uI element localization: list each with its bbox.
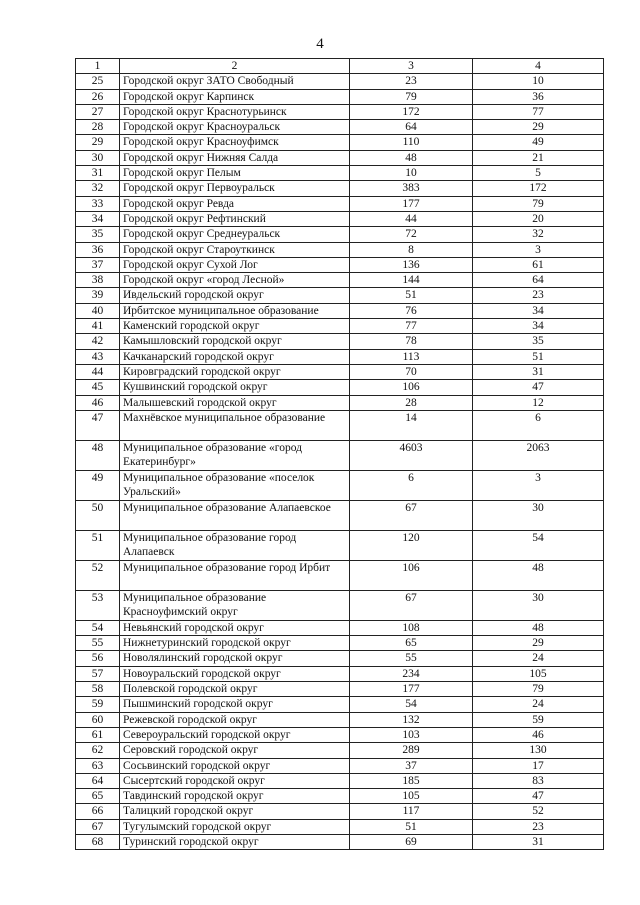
table-row [76,712,604,727]
table-row [76,364,604,379]
table-row [76,334,604,349]
row-value-4: 3 [473,470,604,500]
row-name: Городской округ Первоуральск [120,181,350,196]
row-value-4: 24 [473,651,604,666]
row-name: Городской округ Нижняя Салда [120,150,350,165]
row-name: Махнёвское муниципальное образование [120,410,350,440]
row-value-3: 51 [350,819,473,834]
row-name: Муниципальное образование «город Екатеринбург» [120,440,350,470]
row-value-3: 105 [350,789,473,804]
row-value-3: 172 [350,104,473,119]
row-number: 52 [76,560,120,590]
row-value-3: 64 [350,120,473,135]
table-row [76,651,604,666]
row-name: Каменский городской округ [120,319,350,334]
table-row [76,410,604,440]
table-row [76,181,604,196]
row-value-3: 72 [350,227,473,242]
row-value-3: 177 [350,682,473,697]
table-header-row [76,59,604,74]
table-row [76,697,604,712]
table-row [76,150,604,165]
row-name: Камышловский городской округ [120,334,350,349]
row-name: Сосьвинский городской округ [120,758,350,773]
row-number: 25 [76,74,120,89]
row-value-3: 289 [350,743,473,758]
row-name: Городской округ Рефтинский [120,211,350,226]
row-value-4: 36 [473,89,604,104]
row-value-4: 21 [473,150,604,165]
row-value-3: 6 [350,470,473,500]
row-value-3: 67 [350,500,473,530]
table-row [76,166,604,181]
row-name: Муниципальное образование Алапаевское [120,500,350,530]
row-name: Новолялинский городской округ [120,651,350,666]
row-number: 26 [76,89,120,104]
table-row [76,530,604,560]
row-number: 50 [76,500,120,530]
table-row [76,273,604,288]
table-row [76,804,604,819]
row-name: Новоуральский городской округ [120,666,350,681]
table-row [76,470,604,500]
row-name: Городской округ Староуткинск [120,242,350,257]
row-name: Малышевский городской округ [120,395,350,410]
header-col-3: 3 [350,59,473,74]
row-name: Ирбитское муниципальное образование [120,303,350,318]
table-row [76,242,604,257]
row-value-3: 23 [350,74,473,89]
row-name: Кушвинский городской округ [120,380,350,395]
row-name: Городской округ Ревда [120,196,350,211]
row-value-3: 106 [350,560,473,590]
row-value-4: 49 [473,135,604,150]
row-name: Качканарский городской округ [120,349,350,364]
table-row [76,789,604,804]
row-value-3: 144 [350,273,473,288]
row-value-4: 105 [473,666,604,681]
row-value-3: 79 [350,89,473,104]
table-row [76,620,604,635]
header-col-4: 4 [473,59,604,74]
row-value-3: 132 [350,712,473,727]
row-name: Туринский городской округ [120,834,350,849]
row-number: 29 [76,135,120,150]
row-value-4: 17 [473,758,604,773]
row-number: 30 [76,150,120,165]
row-value-3: 54 [350,697,473,712]
row-number: 32 [76,181,120,196]
row-number: 58 [76,682,120,697]
table-row [76,636,604,651]
row-value-3: 55 [350,651,473,666]
row-name: Муниципальное образование Красноуфимский округ [120,590,350,620]
row-name: Городской округ ЗАТО Свободный [120,74,350,89]
table-row [76,380,604,395]
table-row [76,104,604,119]
row-number: 54 [76,620,120,635]
row-number: 27 [76,104,120,119]
table-row [76,682,604,697]
row-name: Кировградский городской округ [120,364,350,379]
table-row [76,819,604,834]
row-name: Муниципальное образование город Алапаевск [120,530,350,560]
table-row [76,211,604,226]
header-col-2: 2 [120,59,350,74]
row-number: 64 [76,773,120,788]
row-number: 34 [76,211,120,226]
row-value-4: 48 [473,620,604,635]
row-value-4: 79 [473,196,604,211]
row-value-4: 3 [473,242,604,257]
row-value-4: 172 [473,181,604,196]
row-number: 53 [76,590,120,620]
row-name: Городской округ «город Лесной» [120,273,350,288]
data-table [75,58,604,850]
row-name: Муниципальное образование «поселок Уральский» [120,470,350,500]
row-value-4: 130 [473,743,604,758]
row-value-4: 20 [473,211,604,226]
row-value-4: 61 [473,257,604,272]
row-name: Муниципальное образование город Ирбит [120,560,350,590]
row-number: 48 [76,440,120,470]
row-value-4: 54 [473,530,604,560]
row-value-4: 47 [473,789,604,804]
row-number: 45 [76,380,120,395]
row-value-3: 8 [350,242,473,257]
row-name: Невьянский городской округ [120,620,350,635]
row-value-4: 5 [473,166,604,181]
row-value-3: 120 [350,530,473,560]
row-number: 42 [76,334,120,349]
row-value-3: 37 [350,758,473,773]
row-name: Городской округ Красноуральск [120,120,350,135]
row-number: 36 [76,242,120,257]
row-value-3: 4603 [350,440,473,470]
row-number: 61 [76,727,120,742]
row-number: 51 [76,530,120,560]
table-row [76,135,604,150]
row-value-4: 10 [473,74,604,89]
row-value-4: 34 [473,319,604,334]
table-row [76,590,604,620]
row-value-4: 31 [473,834,604,849]
row-value-3: 108 [350,620,473,635]
row-name: Городской округ Среднеуральск [120,227,350,242]
table-row [76,227,604,242]
row-value-3: 383 [350,181,473,196]
row-name: Североуральский городской округ [120,727,350,742]
row-number: 33 [76,196,120,211]
row-value-3: 28 [350,395,473,410]
row-value-4: 32 [473,227,604,242]
row-name: Сысертский городской округ [120,773,350,788]
row-number: 63 [76,758,120,773]
page-number: 4 [316,36,324,52]
table-row [76,349,604,364]
table-row [76,560,604,590]
row-name: Полевской городской округ [120,682,350,697]
row-value-4: 79 [473,682,604,697]
table-row [76,440,604,470]
header-col-1: 1 [76,59,120,74]
row-value-3: 117 [350,804,473,819]
table-row [76,834,604,849]
row-number: 62 [76,743,120,758]
row-number: 67 [76,819,120,834]
row-value-3: 136 [350,257,473,272]
row-number: 60 [76,712,120,727]
row-value-3: 234 [350,666,473,681]
row-value-3: 177 [350,196,473,211]
row-value-3: 10 [350,166,473,181]
row-number: 37 [76,257,120,272]
row-value-4: 2063 [473,440,604,470]
row-name: Городской округ Сухой Лог [120,257,350,272]
row-value-4: 77 [473,104,604,119]
row-name: Городской округ Краснотурьинск [120,104,350,119]
row-value-3: 65 [350,636,473,651]
row-number: 44 [76,364,120,379]
row-value-3: 48 [350,150,473,165]
row-value-3: 14 [350,410,473,440]
row-number: 41 [76,319,120,334]
table-row [76,773,604,788]
row-value-3: 70 [350,364,473,379]
row-value-4: 30 [473,500,604,530]
table-row [76,288,604,303]
table-row [76,196,604,211]
row-value-4: 29 [473,636,604,651]
row-value-4: 83 [473,773,604,788]
row-value-3: 69 [350,834,473,849]
row-value-4: 64 [473,273,604,288]
row-number: 40 [76,303,120,318]
row-value-4: 23 [473,288,604,303]
row-value-3: 110 [350,135,473,150]
row-number: 47 [76,410,120,440]
row-value-4: 24 [473,697,604,712]
row-number: 46 [76,395,120,410]
row-value-3: 76 [350,303,473,318]
row-number: 38 [76,273,120,288]
row-value-4: 48 [473,560,604,590]
row-value-3: 185 [350,773,473,788]
row-value-4: 35 [473,334,604,349]
row-value-4: 29 [473,120,604,135]
row-number: 57 [76,666,120,681]
row-name: Тавдинский городской округ [120,789,350,804]
table-row [76,758,604,773]
table-row [76,74,604,89]
row-name: Городской округ Пелым [120,166,350,181]
row-value-3: 67 [350,590,473,620]
row-name: Серовский городской округ [120,743,350,758]
row-value-4: 47 [473,380,604,395]
row-name: Городской округ Красноуфимск [120,135,350,150]
row-name: Городской округ Карпинск [120,89,350,104]
row-name: Ивдельский городской округ [120,288,350,303]
row-value-3: 51 [350,288,473,303]
table-row [76,303,604,318]
row-value-4: 51 [473,349,604,364]
row-number: 43 [76,349,120,364]
row-value-4: 6 [473,410,604,440]
row-name: Талицкий городской округ [120,804,350,819]
row-value-4: 59 [473,712,604,727]
row-name: Режевской городской округ [120,712,350,727]
row-value-4: 12 [473,395,604,410]
row-value-4: 46 [473,727,604,742]
row-number: 55 [76,636,120,651]
row-value-3: 113 [350,349,473,364]
table-row [76,395,604,410]
row-value-4: 34 [473,303,604,318]
row-value-3: 106 [350,380,473,395]
table-row [76,666,604,681]
table-row [76,727,604,742]
row-value-4: 31 [473,364,604,379]
table-row [76,743,604,758]
row-value-4: 30 [473,590,604,620]
row-name: Тугулымский городской округ [120,819,350,834]
row-value-4: 23 [473,819,604,834]
row-value-3: 103 [350,727,473,742]
row-number: 59 [76,697,120,712]
row-number: 56 [76,651,120,666]
table-row [76,257,604,272]
table-row [76,319,604,334]
row-value-3: 77 [350,319,473,334]
row-value-3: 78 [350,334,473,349]
table-row [76,120,604,135]
row-value-4: 52 [473,804,604,819]
row-name: Нижнетуринский городской округ [120,636,350,651]
row-name: Пышминский городской округ [120,697,350,712]
row-number: 35 [76,227,120,242]
row-value-3: 44 [350,211,473,226]
table-row [76,89,604,104]
row-number: 39 [76,288,120,303]
row-number: 49 [76,470,120,500]
row-number: 66 [76,804,120,819]
row-number: 68 [76,834,120,849]
table-row [76,500,604,530]
row-number: 31 [76,166,120,181]
row-number: 28 [76,120,120,135]
row-number: 65 [76,789,120,804]
